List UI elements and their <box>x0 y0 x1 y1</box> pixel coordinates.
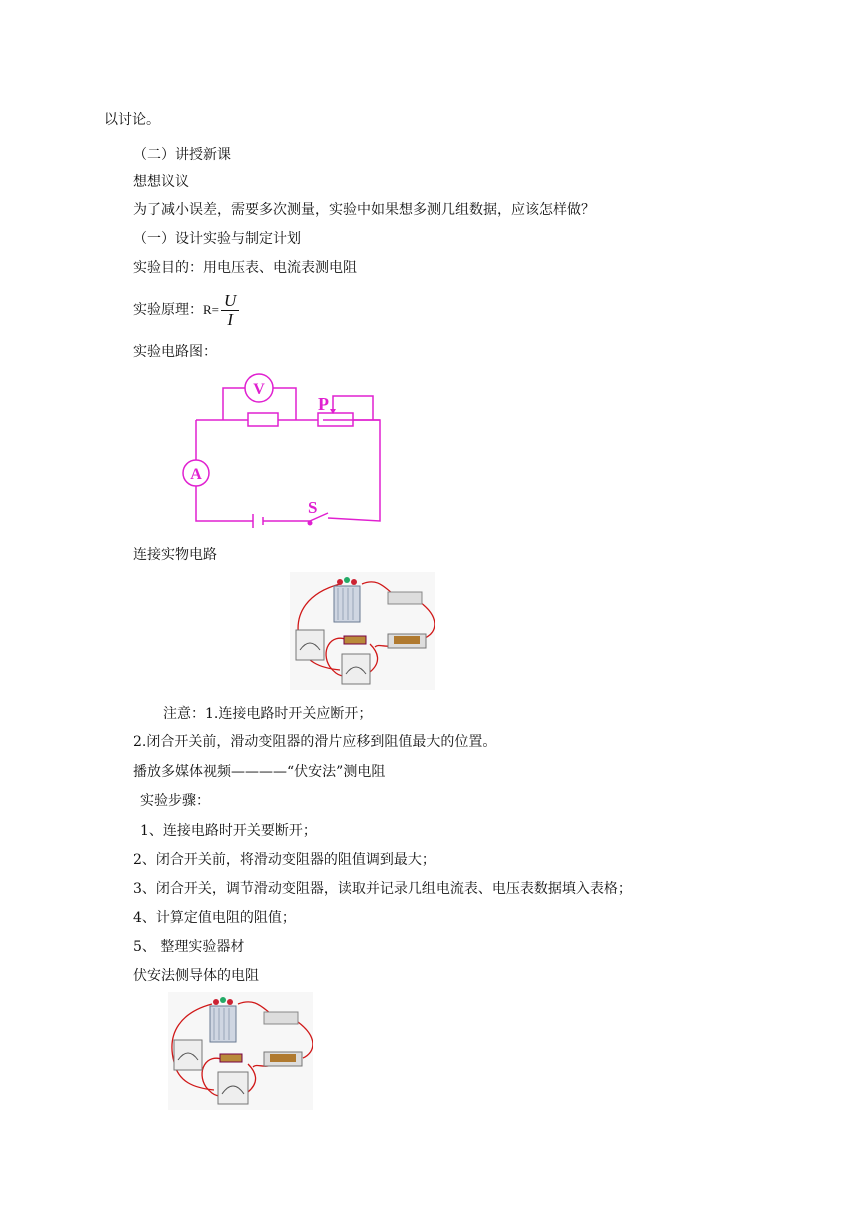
step-item: 1、连接电路时开关要断开； <box>140 823 317 839</box>
text-line: 为了减小误差，需要多次测量，实验中如果想多测几组数据，应该怎样做？ <box>133 202 595 218</box>
subheading: 实验步骤： <box>140 793 210 809</box>
text-line: 实验目的：用电压表、电流表测电阻 <box>133 260 357 276</box>
subheading: 想想议议 <box>133 174 189 190</box>
text-line: 伏安法侧导体的电阻 <box>133 968 259 984</box>
slider-label: P <box>318 394 329 414</box>
apparatus-photo <box>168 992 313 1110</box>
formula-lhs: R= <box>203 302 220 317</box>
circuit-diagram <box>178 368 398 533</box>
step-item: 5、 整理实验器材 <box>133 939 245 955</box>
text-line: 连接实物电路 <box>133 547 217 563</box>
switch-label: S <box>308 498 318 517</box>
text-line: 以讨论。 <box>104 112 160 128</box>
text-line: 实验电路图： <box>133 344 217 360</box>
step-item: 2、闭合开关前，将滑动变阻器的阻值调到最大； <box>133 852 436 868</box>
note-line: 注意：1.连接电路时开关应断开； <box>163 706 373 722</box>
step-item: 3、闭合开关，调节滑动变阻器，读取并记录几组电流表、电压表数据填入表格； <box>133 881 632 897</box>
voltmeter-label: V <box>253 381 265 398</box>
section-heading: （一）设计实验与制定计划 <box>133 231 301 247</box>
step-item: 4、计算定值电阻的阻值； <box>133 910 296 926</box>
formula-fraction <box>221 292 239 329</box>
section-heading: （二）讲授新课 <box>133 147 231 163</box>
text-line: 播放多媒体视频————“伏安法”测电阻 <box>133 764 386 780</box>
apparatus-photo <box>290 572 435 690</box>
ammeter-label: A <box>190 466 202 483</box>
formula-denominator: I <box>227 309 233 329</box>
formula-label: 实验原理： <box>133 302 203 318</box>
formula-line <box>133 290 239 330</box>
formula-numerator: U <box>221 292 239 311</box>
text-line: 2.闭合开关前，滑动变阻器的滑片应移到阻值最大的位置。 <box>133 734 497 750</box>
